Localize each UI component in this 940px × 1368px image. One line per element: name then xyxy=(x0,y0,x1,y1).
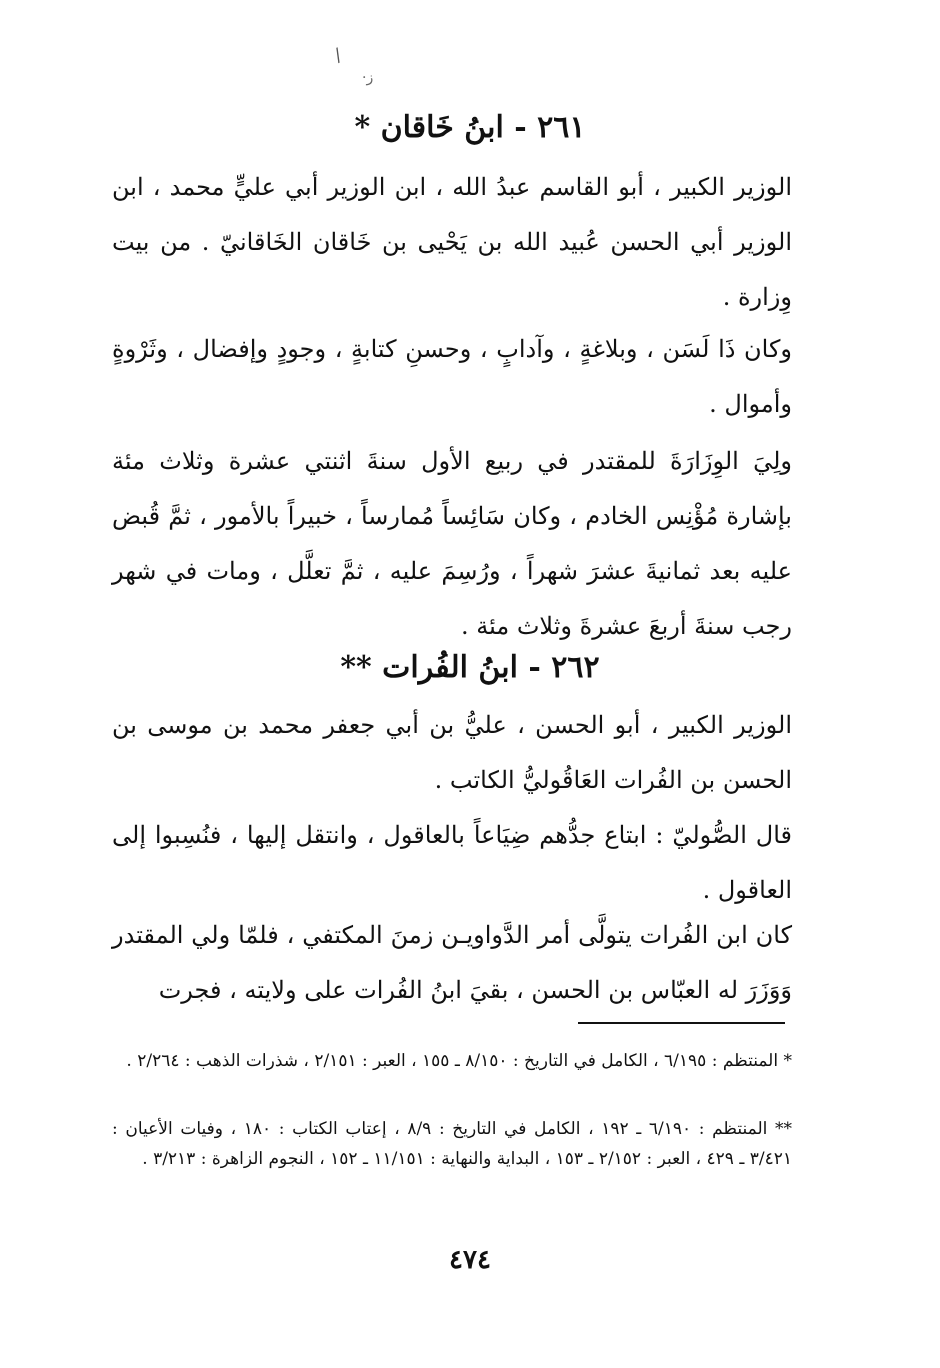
page-number: ٤٧٤ xyxy=(449,1245,491,1275)
entry-heading-261: ٢٦١ - ابنُ خَاقان * xyxy=(354,110,586,145)
paragraph-3: ولِيَ الوِزَارَةَ للمقتدر في ربيع الأول سنةَ اثنتي عشرة وثلاث مئة بإشارة مُؤْنِس الخادم ، وكان سَائِساً مُمارساً ، خبيراً بالأمور ، ثمَّ قُبض عليه بعد ثمانيةَ عشرَ شهراً ، ورُسِمَ عليه ، ثمَّ تعلَّل ، ومات في شهر رجب سنةَ أربعَ عشرةَ وثلاث مئة . xyxy=(112,447,792,640)
paragraph-2: وكان ذَا لَسَن ، وبلاغةٍ ، وآدابٍ ، وحسنِ كتابةٍ ، وجودٍ وإفضال ، وثَرْوةٍ وأموال . xyxy=(112,335,792,418)
paragraph-1: الوزير الكبير ، أبو القاسم عبدُ الله ، ابن الوزير أبي عليٍّ محمد ، ابن الوزير أبي الحسن عُبيد الله بن يَحْيى بن خَاقان الخَاقانيّ . من بيت وِزارة . xyxy=(112,173,792,311)
footnote-1: * المنتظم : ٦/١٩٥ ، الكامل في التاريخ : ٨/١٥٠ ـ ١٥٥ ، العبر : ٢/١٥١ ، شذرات الذهب : ٢/٢٦٤ . xyxy=(126,1051,792,1071)
paragraph-4: الوزير الكبير ، أبو الحسن ، عليُّ بن أبي جعفر محمد بن موسى بن الحسن بن الفُرات العَاقُوليُّ الكاتب . xyxy=(112,711,792,794)
pencil-mark: / xyxy=(330,44,346,67)
paragraph-6: كان ابن الفُرات يتولَّى أمر الدَّواويـن زمنَ المكتفي ، فلمّا ولي المقتدر وَوَزَرَ له العبّاس بن الحسن ، بقيَ ابنُ الفُرات على ولايته ، فجرت xyxy=(112,921,792,1004)
entry-heading-262: ٢٦٢ - ابنُ الفُرات ** xyxy=(340,650,600,685)
footnote-divider xyxy=(578,1022,785,1024)
paragraph-5: قال الصُّوليّ : ابتاع جدُّهم ضِيَاعاً بالعاقول ، وانتقل إليها ، فنُسِبوا إلى العاقول . xyxy=(112,821,792,904)
pencil-mark-2: ·ﺯ xyxy=(362,70,374,86)
footnote-2: ** المنتظم : ٦/١٩٠ ـ ١٩٢ ، الكامل في التاريخ : ٨/٩ ، إعتاب الكتاب : ١٨٠ ، وفيات الأعيان : ٣/٤٢١ ـ ٤٢٩ ، العبر : ٢/١٥٢ ـ ١٥٣ ، البداية والنهاية : ١١/١٥١ ـ ١٥٢ ، النجوم الزاهرة : ٣/٢١٣ . xyxy=(112,1119,792,1169)
